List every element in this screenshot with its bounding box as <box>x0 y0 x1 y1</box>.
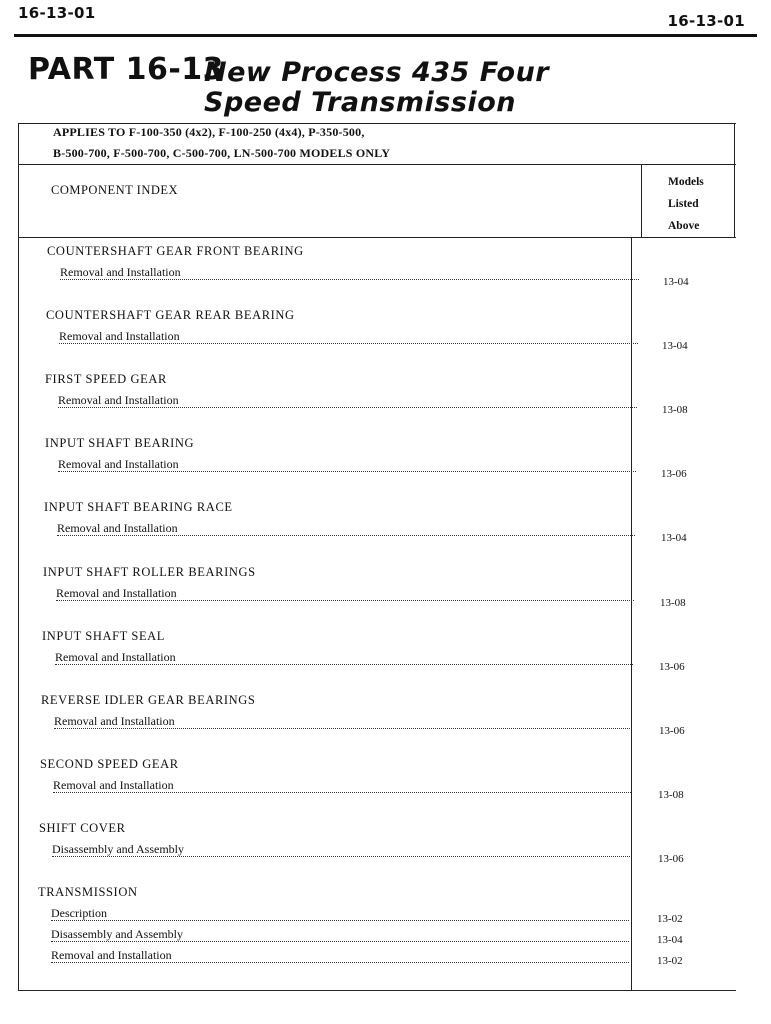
models-header-line: Above <box>668 220 700 232</box>
page-reference: 13-08 <box>662 404 688 416</box>
dot-leader <box>54 728 632 729</box>
entry-label: Removal and Installation <box>58 393 179 407</box>
section-title: COUNTERSHAFT GEAR REAR BEARING <box>46 308 295 322</box>
entry-label: Removal and Installation <box>59 329 180 343</box>
component-index-table <box>18 123 736 991</box>
models-header-line: Models <box>668 176 704 188</box>
index-entry <box>59 329 638 347</box>
entry-label: Removal and Installation <box>51 948 172 962</box>
section-title: SHIFT COVER <box>39 821 126 835</box>
page-reference: 13-06 <box>659 661 685 673</box>
page-reference: 13-04 <box>663 276 689 288</box>
entry-label: Removal and Installation <box>56 586 177 600</box>
index-header-row <box>19 164 736 238</box>
index-entry <box>56 586 634 604</box>
section-title: SECOND SPEED GEAR <box>40 757 179 771</box>
dot-leader <box>59 343 638 344</box>
entry-label: Removal and Installation <box>55 650 176 664</box>
part-label: PART 16-13 <box>28 52 225 87</box>
entry-label: Removal and Installation <box>60 265 181 279</box>
page-title <box>204 58 549 118</box>
page-reference: 13-06 <box>658 853 684 865</box>
index-entry <box>58 457 636 475</box>
dot-leader <box>52 856 630 857</box>
section-title: INPUT SHAFT BEARING RACE <box>44 500 233 514</box>
dot-leader <box>57 535 635 536</box>
index-entry <box>51 948 629 966</box>
models-column-header <box>643 171 735 237</box>
section-title: REVERSE IDLER GEAR BEARINGS <box>41 693 256 707</box>
page-code-left: 16-13-01 <box>18 4 96 22</box>
column-divider <box>641 164 642 238</box>
index-entry <box>60 265 639 283</box>
page-reference: 13-08 <box>660 597 686 609</box>
dot-leader <box>58 407 637 408</box>
index-entry <box>54 714 632 732</box>
table-right-border <box>734 123 735 237</box>
dot-leader <box>51 941 629 942</box>
dot-leader <box>60 279 639 280</box>
index-entry <box>52 842 630 860</box>
index-entry <box>58 393 637 411</box>
entry-label: Removal and Installation <box>57 521 178 535</box>
applies-to-box <box>19 124 736 165</box>
page-reference: 13-02 <box>657 913 683 925</box>
entry-label: Removal and Installation <box>53 778 174 792</box>
section-title: COUNTERSHAFT GEAR FRONT BEARING <box>47 244 304 258</box>
page-reference: 13-04 <box>662 340 688 352</box>
index-entry <box>57 521 635 539</box>
dot-leader <box>56 600 634 601</box>
index-entry <box>55 650 633 668</box>
title-line-2: Speed Transmission <box>204 87 516 118</box>
applies-line-1: APPLIES TO F-100-350 (4x2), F-100-250 (4x4), P-350-500, <box>53 125 365 139</box>
title-line-1: New Process 435 Four <box>204 57 550 88</box>
entry-label: Removal and Installation <box>54 714 175 728</box>
index-entry <box>53 778 631 796</box>
page-reference: 13-06 <box>659 725 685 737</box>
component-index-title: COMPONENT INDEX <box>51 183 179 197</box>
models-header-line: Listed <box>668 198 699 210</box>
section-title: TRANSMISSION <box>38 885 138 899</box>
dot-leader <box>53 792 631 793</box>
page-reference: 13-04 <box>657 934 683 946</box>
section-title: INPUT SHAFT BEARING <box>45 436 195 450</box>
dot-leader <box>51 920 629 921</box>
dot-leader <box>51 962 629 963</box>
section-title: INPUT SHAFT ROLLER BEARINGS <box>43 565 256 579</box>
column-divider <box>631 238 632 990</box>
page-reference: 13-02 <box>657 955 683 967</box>
dot-leader <box>58 471 636 472</box>
page-reference: 13-06 <box>661 468 687 480</box>
page-header <box>0 0 771 40</box>
page-reference: 13-08 <box>658 789 684 801</box>
entry-label: Description <box>51 906 107 920</box>
page-reference: 13-04 <box>661 532 687 544</box>
dot-leader <box>55 664 633 665</box>
applies-line-2: B-500-700, F-500-700, C-500-700, LN-500-700 MODELS ONLY <box>53 146 391 160</box>
index-entry <box>51 927 629 945</box>
page-code-right: 16-13-01 <box>667 12 745 30</box>
header-rule <box>14 34 757 37</box>
entry-label: Removal and Installation <box>58 457 179 471</box>
entry-label: Disassembly and Assembly <box>52 842 184 856</box>
index-entry <box>51 906 629 924</box>
section-title: INPUT SHAFT SEAL <box>42 629 166 643</box>
entry-label: Disassembly and Assembly <box>51 927 183 941</box>
section-title: FIRST SPEED GEAR <box>45 372 167 386</box>
